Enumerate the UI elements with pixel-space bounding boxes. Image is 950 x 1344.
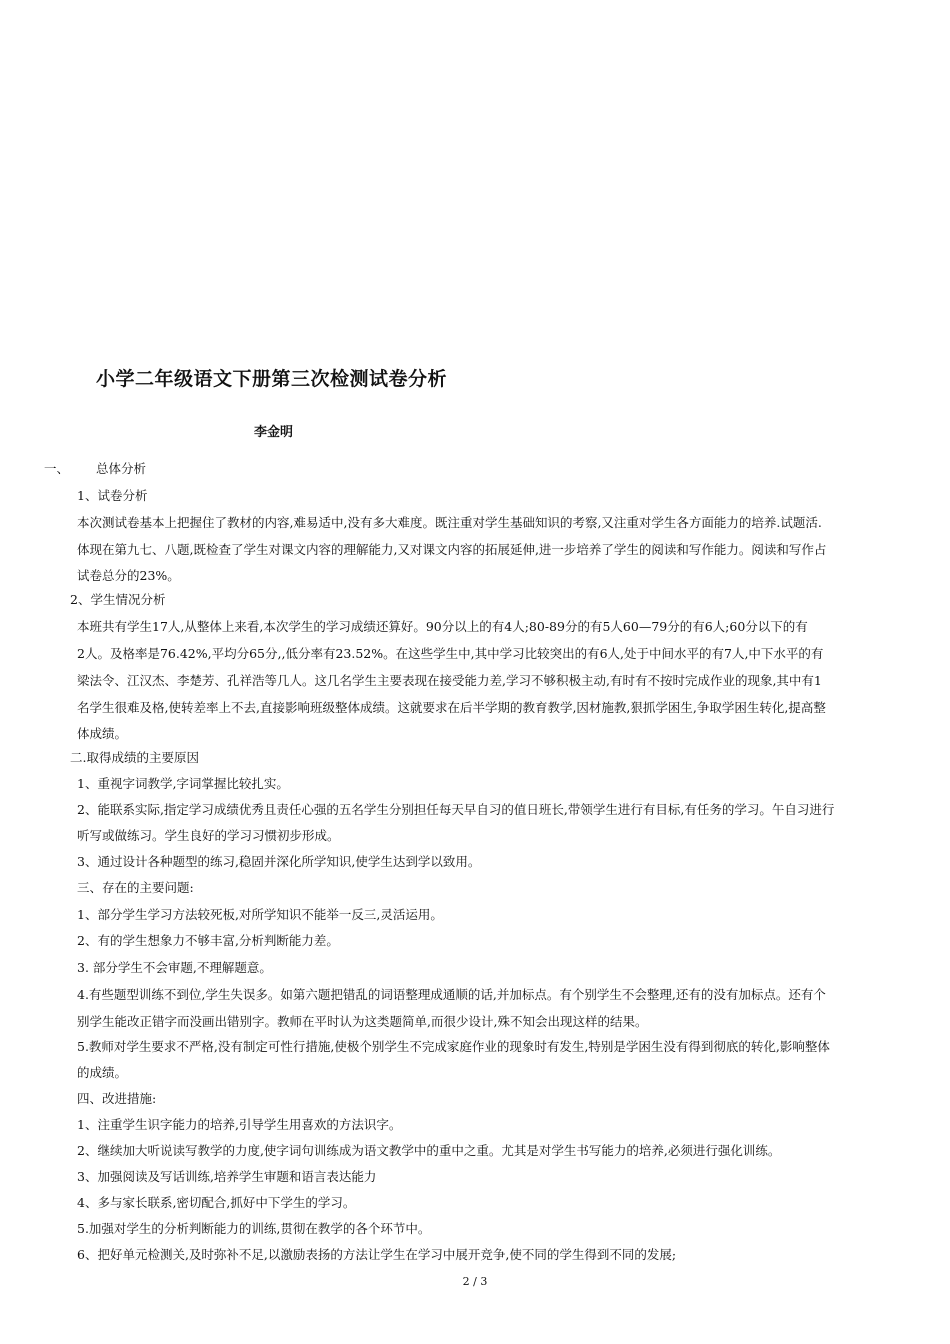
list-item: 6、把好单元检测关,及时弥补不足,以激励表扬的方法让学生在学习中展开竞争,使不同的学生得到不同的发展; — [77, 1247, 677, 1262]
subsection-heading: 2、学生情况分析 — [70, 592, 166, 607]
section-heading: 总体分析 — [96, 461, 147, 476]
list-item: 1、注重学生识字能力的培养,引导学生用喜欢的方法识字。 — [77, 1117, 402, 1132]
list-item: 3. 部分学生不会审题,不理解题意。 — [77, 960, 272, 975]
list-item: 2、能联系实际,指定学习成绩优秀且责任心强的五名学生分别担任每天早自习的值日班长,带领学生进行有目标,有任务的学习。午自习进行 — [77, 802, 835, 817]
section-heading: 四、改进措施: — [77, 1091, 157, 1106]
list-item: 1、部分学生学习方法较死板,对所学知识不能举一反三,灵活运用。 — [77, 907, 443, 922]
page-number: 2 / 3 — [462, 1275, 488, 1288]
paragraph-line: 2人。及格率是76.42%,平均分65分,,低分率有23.52%。在这些学生中,其中学习比较突出的有6人,处于中间水平的有7人,中下水平的有 — [77, 646, 824, 661]
paragraph-line: 听写或做练习。学生良好的学习习惯初步形成。 — [77, 828, 340, 843]
list-item: 1、重视字词教学,字词掌握比较扎实。 — [77, 776, 289, 791]
paragraph-line: 体成绩。 — [77, 726, 128, 741]
list-item: 3、通过设计各种题型的练习,稳固并深化所学知识,使学生达到学以致用。 — [77, 854, 481, 869]
paragraph-line: 的成绩。 — [77, 1065, 128, 1080]
paragraph-line: 梁法令、江汉杰、李楚芳、孔祥浩等几人。这几名学生主要表现在接受能力差,学习不够积极主动,有时有不按时完成作业的现象,其中有1 — [77, 673, 822, 688]
document-title: 小学二年级语文下册第三次检测试卷分析 — [96, 368, 448, 390]
list-item: 3、加强阅读及写话训练,培养学生审题和语言表达能力 — [77, 1169, 377, 1184]
list-item: 5.加强对学生的分析判断能力的训练,贯彻在教学的各个环节中。 — [77, 1221, 431, 1236]
list-item: 2、继续加大听说读写教学的力度,使字词句训练成为语文教学中的重中之重。尤其是对学生书写能力的培养,必须进行强化训练。 — [77, 1143, 781, 1158]
paragraph-line: 体现在第九七、八题,既检查了学生对课文内容的理解能力,又对课文内容的拓展延伸,进一步培养了学生的阅读和写作能力。阅读和写作占 — [77, 542, 827, 557]
list-item: 4.有些题型训练不到位,学生失误多。如第六题把错乱的词语整理成通顺的话,并加标点。有个别学生不会整理,还有的没有加标点。还有个 — [77, 987, 826, 1002]
section-heading: 二.取得成绩的主要原因 — [70, 750, 199, 765]
paragraph-line: 本次测试卷基本上把握住了教材的内容,难易适中,没有多大难度。既注重对学生基础知识的考察,又注重对学生各方面能力的培养.试题活. — [77, 515, 822, 530]
author-name: 李金明 — [254, 425, 294, 440]
paragraph-line: 名学生很难及格,使转差率上不去,直接影响班级整体成绩。这就要求在后半学期的教育教学,因材施教,狠抓学困生,争取学困生转化,提高整 — [77, 700, 826, 715]
list-item: 4、多与家长联系,密切配合,抓好中下学生的学习。 — [77, 1195, 356, 1210]
section-number: 一、 — [44, 461, 70, 476]
subsection-heading: 1、试卷分析 — [77, 488, 148, 503]
paragraph-line: 本班共有学生17人,从整体上来看,本次学生的学习成绩还算好。90分以上的有4人;80-89分的有5人60—79分的有6人;60分以下的有 — [77, 619, 808, 634]
paragraph-line: 试卷总分的23%。 — [77, 568, 180, 583]
section-heading: 三、存在的主要问题: — [77, 880, 194, 895]
list-item: 5.教师对学生要求不严格,没有制定可性行措施,使极个别学生不完成家庭作业的现象时有发生,特别是学困生没有得到彻底的转化,影响整体 — [77, 1039, 830, 1054]
paragraph-line: 别学生能改正错字而没画出错别字。教师在平时认为这类题简单,而很少设计,殊不知会出现这样的结果。 — [77, 1014, 648, 1029]
list-item: 2、有的学生想象力不够丰富,分析判断能力差。 — [77, 933, 339, 948]
